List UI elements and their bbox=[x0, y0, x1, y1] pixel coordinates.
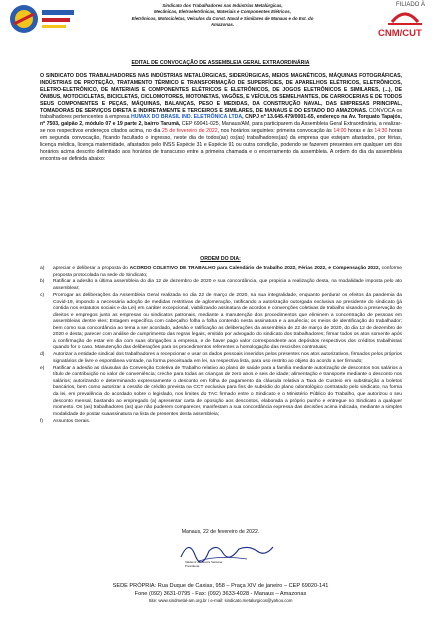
union-logo bbox=[6, 2, 78, 36]
agenda-letter: f) bbox=[40, 418, 43, 424]
agenda-letter: a) bbox=[40, 266, 45, 271]
document-title: EDITAL DE CONVOCAÇÃO DE ASSEMBLEIA GERAL EXTRAORDINÁRIA bbox=[131, 60, 310, 66]
agenda-text: Prorrogar as deliberações da Assembleia Geral realizada no dia 22 de março de 2020, na sua integralidade, enquanto perdurar os efeitos da pandemia da Covid-19, impondo a necessária adoção de medidas restritivas de aglomeração, ratificando a autorização outorgada exclusiva ao presidente do sindicato (já contida nos estatutos sociais e da Lei) em caráter excepcional, viabilizando assinatura de acordos e convenções coletivas de trabalho visando a preservação de direitos e empregos junto as empresas ou sindicatos patronais, mediante a manutenção dos procedimentos que eliminem a concentração de pessoas em assembleias dentre eles: Estagem específica com cabeçalho folha a folha contendo nesta assinatura e a anuência; os meios de identificação do trabalhador; bem como sua concordância ao tema a ser acordado, adesão e ratificação as deliberações da assembleia de 22 de março de 2020, do dia 12 de dezembro de 2020 e desta; parecer com análise de cumprimento das regras legais, emitido por advogado do sindicato dos trabalhadores; firmar todos os atos somente após a confirmação de estar em dia com suas obrigações a empresa, e de haver pago valor correspondente aos depósitos respectivos dos créditos trabalhistas quando for o caso. Manutenção das deliberações para os procedimentos referentes a homologação das rescisões contratuais; bbox=[53, 292, 402, 351]
agenda-item bbox=[40, 352, 402, 365]
header-line-2: Mecânicas, Eletroeletrônicas, Materiais e Componentes Elétricos, bbox=[154, 9, 291, 15]
page-footer bbox=[0, 582, 441, 604]
agenda-text: apreciar e deliberar a proposta do ACORDO COLETIVO DE TRABALHO para Calendário de trabalho 2022, Férias 2022, e Compensação 2022, conforme proposta protocolada na sede do Sindicato; bbox=[53, 266, 402, 278]
intro-p2: CEP 69041-025, Manaus/AM, para participarem da Assembleia Geral Extraordinária, a realizar-se nos respectivos endereços citados acima, no dia bbox=[40, 121, 403, 135]
agenda-letter: c) bbox=[40, 292, 45, 298]
footer-phone: Fone (092) 3631-0795 - Fax: (092) 3633-4028 - Manaus – Amazonas bbox=[134, 591, 307, 597]
agenda-letter: e) bbox=[40, 365, 45, 371]
intro-p5: horas em segunda convocação, ficando facultado o ingresso, neste dia de todos(as) os(as) trabalhadores(as) da empresa que estejam afastados, por férias, licença médica, licença maternidade, afastados pelo INSS Espécie 31 e Espécie 91 ou outra condição, podendo se fazerem presentes em qualquer um dos horários acima descrito delimitado aos horários de transcurso entre a primeira chamada e o encerramento da assembleia. A ordem do dia da assembleia encontra-se definida abaixo: bbox=[40, 128, 402, 162]
agenda-text: Ratificar a adesão a última assembleia do dia 12 de dezembro de 2020 e sua concordância, que propicia a realização desta, na modalidade imposta pelo ato assemblear; bbox=[53, 279, 402, 292]
agenda-text: Ratificar a adesão as cláusulas da Convenção Coletiva de Trabalho relativo ao plano de saúde para a família mediante autorização de descontos nos salários a título de contribuição no valor de conveniência; creche para todas as crianças de zero anos e seis de idade; alimentação e transporte mediante o desconto nos salários; autorizando e determinando expressamente o desconto em folha de pagamento da cláusula relativa a Taxa de Custeio em substituição a boletos bancários, bem como autorizar a cessão de crédito prevista na CCT exclusiva para fins de subsídio do plano odontológico contratado pelo sindicato, na forma da lei, em prevalência do acordado sobre o legislado, nos limites do TAC firmado entre o Sindicato e o Ministério Público do Trabalho, que autorizou o seu desconto mensal, bastando ao empregado (a) apresentar carta de oposição aos descontos, elaborada a próprio punho e entregue no Sindicato a qualquer momento. Os (as) trabalhadores (as) que não puderem comparecer, manifestam a sua concordância expressa das decisões acima indicada, mediante a simples modalidade de postar suaassinatura na lista de presentes desta assembleia; bbox=[53, 365, 402, 417]
agenda-list bbox=[40, 266, 402, 425]
signatory-role: Presidente bbox=[185, 563, 200, 568]
intro-convoca: CONVOCA os trabalhadores pertencentes à empresa bbox=[40, 107, 402, 121]
union-header bbox=[80, 3, 365, 29]
time-second: 14:30 bbox=[374, 128, 388, 135]
cnm-cut-text: CNM/CUT bbox=[378, 28, 422, 39]
signatory-name: Valdemir de Souza Santana bbox=[185, 560, 223, 564]
signature-caption bbox=[185, 561, 285, 568]
agenda-item bbox=[40, 366, 402, 418]
intro-bold: O SINDICATO DOS TRABALHADORES NAS INDÚSTRIAS METALÚRGICAS, SIDERÚRGICAS, MEIOS MAGNÉTICOS, MÁQUINAS FOTOGRÁFICAS, INDÚSTRIAS DE PROTEÇÃO, TRATAMENTO TÉRMICO E TRANSFORMAÇÃO DE SUPERFÍCIES, DE APARELHOS ELÉTRICOS, ELETRÔNICOS, ELETRO-ELETRÔNICO, DE MATERIAIS E COMPONENTES ELÉTRICOS E ELETRÔNICOS, DE JOGOS ELETRÔNICOS E SIMILARES, (...), DE ÔNIBUS, MOTOCICLETAS, BICICLETAS, CICLOMOTORES, MOTONETAS, VAGÕES, E VEÍCULOS SEMELHANTES, DE CARROCERIAS E DE TODOS SEUS COMPONENTES E PEÇAS, MÁQUINAS, BALANÇAS, PESO E MEDIDAS, DA CONSTRUÇÃO NAVAL, DAS EMPRESAS PRINCIPAL, TOMADORAS DE SERVIÇOS DIRETA E INDIRETAMENTE E TERCEIROS E SIMILARES, DE MANAUS E DO ESTADO DO AMAZONAS. bbox=[40, 73, 402, 114]
header-line-1: Sindicato dos Trabalhadores nas Indústrias Metalúrgicas, bbox=[162, 3, 283, 8]
header-line-4: Amazonas. bbox=[210, 22, 235, 28]
company-name: HUMAX DO BRASIL IND. ELETRÔNICA LTDA bbox=[131, 114, 243, 121]
date-line: Manaus, 22 de fevereiro de 2022. bbox=[181, 529, 260, 535]
agenda-item bbox=[40, 419, 402, 426]
intro-p4: horas e às bbox=[346, 128, 375, 135]
agenda-item bbox=[40, 266, 402, 279]
assembly-date: 25 de fevereiro de 2022 bbox=[162, 128, 218, 135]
filiado-label: FILIADO À bbox=[396, 2, 426, 8]
intro-p3: , nos horários seguintes: primeira convocação às bbox=[217, 128, 334, 135]
footer-site-email: Site: www.sindmetal-am.org.br / e-mail: sindicato.metalurgicos@yahoo.com bbox=[148, 598, 293, 603]
agenda-item bbox=[40, 279, 402, 292]
company-cnpj: , CNPJ nº 13.645.479/0001-65, endereço na Av. Torquato Tapajós, nº 7503, galpão 2, módulo 07 e 19 parte 2, bairro Tarumã, bbox=[40, 114, 402, 128]
header-line-3: Eletrônicos, Motocicletas, Veículos da Const. Naval e Similares de Manaus e do Est. do bbox=[131, 15, 314, 21]
footer-address: SEDE PRÓPRIA: Rua Duque de Caxias, 958 – Praça XIV de janeiro – CEP 69020-141 bbox=[112, 583, 329, 589]
agenda-letter: d) bbox=[40, 352, 45, 358]
agenda-text: Assuntos Gerais. bbox=[53, 418, 91, 424]
order-of-day-title: ORDEM DO DIA: bbox=[200, 256, 241, 262]
agenda-letter: b) bbox=[40, 279, 45, 285]
intro-paragraph bbox=[40, 73, 402, 163]
cnm-cut-logo bbox=[372, 0, 438, 40]
agenda-item bbox=[40, 293, 402, 352]
time-first: 14:00 bbox=[333, 128, 347, 135]
agenda-text: Autorizar a entidade sindical dos trabalhadores a recepcionar e usar os dados pessoais inseridos pelos presentes nos atos autorizativos, firmados pelos próprios signatários de livre e espontânea vontade, na forma preceituada em lei, na respectiva lista, para uso restrito ao objeto do acordo a ser firmado; bbox=[53, 352, 402, 364]
